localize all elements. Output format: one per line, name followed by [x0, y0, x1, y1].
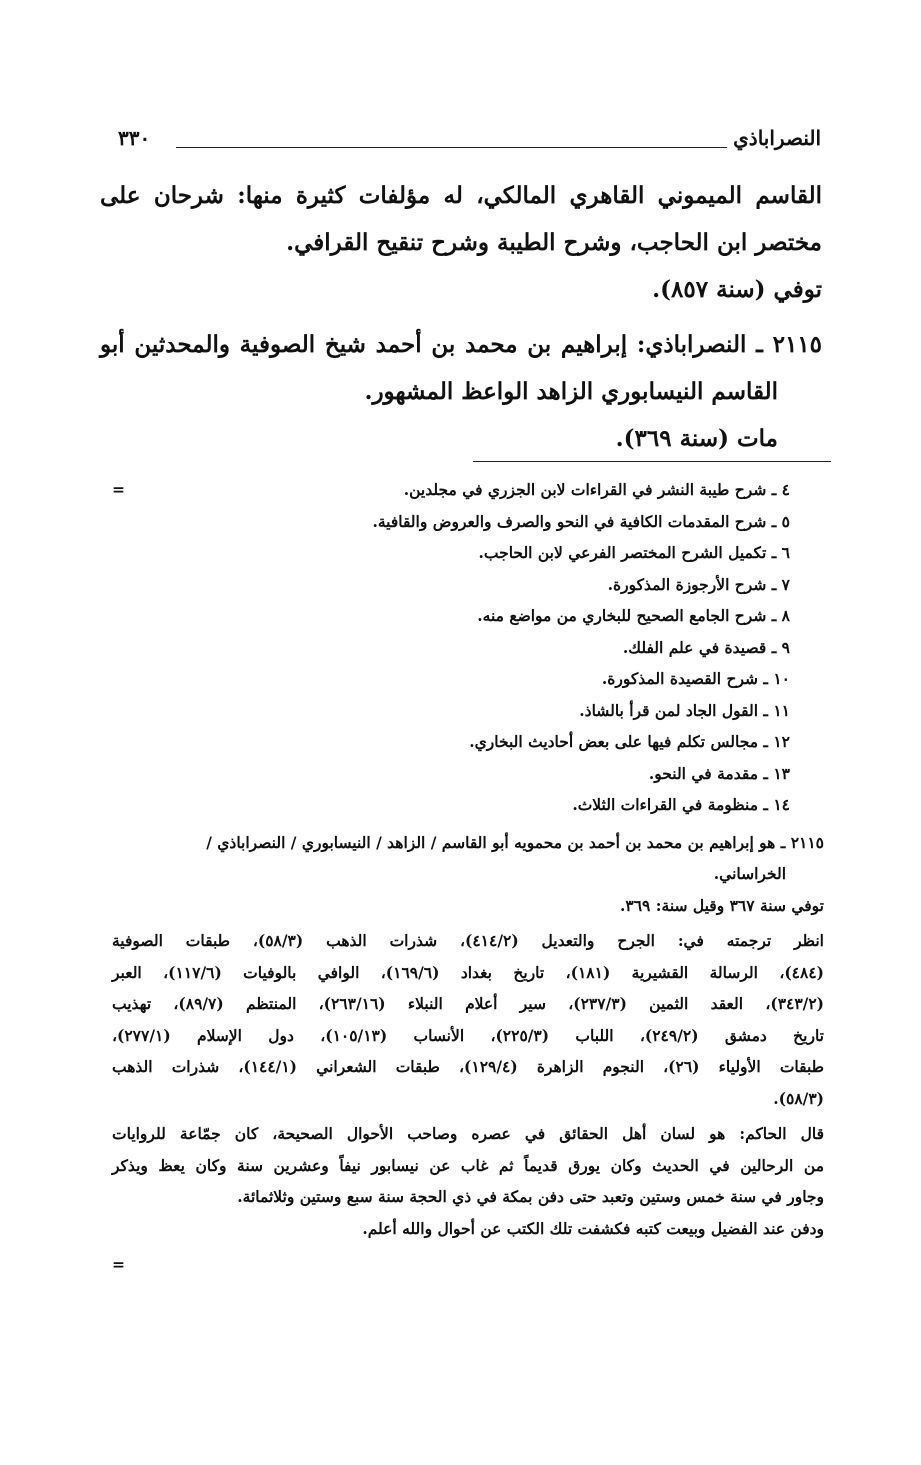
main-line: مختصر ابن الحاجب، وشرح الطيبة وشرح تنقيح القرافي. [286, 229, 822, 256]
entry-heading [100, 321, 822, 368]
sources-line: (٤٨٤)، الرسالة القشيرية (١٨١)، تاريخ بغداد (١٦٩/٦)، الوافي بالوفيات (١١٧/٦)، العبر [112, 962, 824, 982]
sources-line: طبقات الأولياء (٢٦)، النجوم الزاهرة (١٢٩/٤)، طبقات الشعراني (١٤٤/١)، شذرات الذهب [112, 1057, 824, 1076]
sources-line: (٥٨/٣). [773, 1088, 824, 1108]
sources-line: انظر ترجمته في: الجرح والتعديل (٤١٤/٢)، شذرات الذهب (٥٨/٣)، طبقات الصوفية [112, 931, 824, 950]
footnote-list [112, 474, 824, 821]
quote-line: وجاور في سنة خمس وستين وتعبد حتى دفن بمكة في ذي الحجة سنة سبع وستين وثلاثمائة. [237, 1187, 824, 1206]
footnote-list-item: ١٤ ـ منظومة في القراءات الثلاث. [572, 795, 790, 814]
footnote-list-item: ١٢ ـ مجالس تكلم فيها على بعض أحاديث البخاري. [469, 732, 790, 751]
entry-number: ٢١١٥ ـ [756, 331, 823, 358]
page-header [118, 126, 821, 160]
main-text [100, 172, 822, 462]
footnote-list-item: ٩ ـ قصيدة في علم الفلك. [622, 637, 790, 657]
quote-paragraph [112, 1118, 824, 1274]
sources-line: تاريخ دمشق (٢٤٩/٢)، اللباب (٢٢٥/٣)، الأنساب (١٠٥/١٣)، دول الإسلام (٢٧٧/١)، [112, 1025, 824, 1045]
header-rule [176, 147, 727, 148]
sources-line: (٣٤٣/٢)، العقد الثمين (٢٣٧/٣)، سير أعلام النبلاء (٢٦٣/١٦)، المنتظم (٨٩/٧)، تهذيب [112, 994, 824, 1013]
footnote-list-item: ١٠ ـ شرح القصيدة المذكورة. [601, 669, 790, 688]
main-line: القاسم الميموني القاهري المالكي، له مؤلفات كثيرة منها: شرحان على [100, 182, 822, 209]
page-number: ٣٣٠ [118, 126, 151, 150]
footnote-rule [473, 461, 831, 462]
entry-text: إبراهيم بن محمد بن أحمد شيخ الصوفية والمحدثين أبو [100, 331, 637, 358]
end-continuation-mark: = [112, 1254, 125, 1274]
main-line: القاسم النيسابوري الزاهد الواعظ المشهور. [364, 378, 778, 405]
quote-line: ودفن عند الفضيل وبيعت كتبه فكشفت تلك الكتب عن أحوال والله أعلم. [362, 1218, 824, 1238]
entry-name: النصراباذي: [636, 331, 747, 358]
footnote-death-line: توفي سنة ٣٦٧ وقيل سنة: ٣٦٩. [620, 895, 824, 915]
footnote-entry-line: ٢١١٥ ـ هو إبراهيم بن محمد بن أحمد بن محمويه أبو القاسم / الزاهد / النيسابوري / النصراباذي / [206, 832, 824, 852]
footnotes [112, 474, 824, 1274]
footnote-list-item: ٧ ـ شرح الأرجوزة المذكورة. [607, 574, 790, 594]
quote-line: من الرحالين في الحديث وكان يورق قديماً ثم غاب عن نيسابور نيفاً وعشرين سنة وكان يعظ ويذكر [112, 1155, 824, 1175]
footnote-entry-line: الخراساني. [713, 864, 786, 883]
footnote-list-item: ٨ ـ شرح الجامع الصحيح للبخاري من مواضع منه. [477, 606, 790, 625]
death-line: مات (سنة ٣٦٩). [615, 425, 778, 452]
footnote-list-item: ٦ ـ تكميل الشرح المختصر الفرعي لابن الحاجب. [478, 543, 790, 562]
continuation-mark: = [112, 480, 125, 499]
footnote-list-item: ١٣ ـ مقدمة في النحو. [648, 763, 790, 783]
sources-paragraph [112, 925, 824, 1114]
footnote-list-item: ٤ ـ شرح طيبة النشر في القراءات لابن الجزري في مجلدين. [403, 480, 790, 499]
death-line: توفي (سنة ٨٥٧). [652, 276, 822, 303]
footnote-list-item: ١١ ـ القول الجاد لمن قرأ بالشاذ. [579, 700, 790, 720]
running-title: النصراباذي [733, 126, 821, 150]
footnote-list-item: ٥ ـ شرح المقدمات الكافية في النحو والصرف والعروض والقافية. [372, 511, 790, 531]
quote-line: قال الحاكم: هو لسان أهل الحقائق في عصره وصاحب الأحوال الصحيحة، كان جمّاعة للروايات [112, 1124, 824, 1143]
